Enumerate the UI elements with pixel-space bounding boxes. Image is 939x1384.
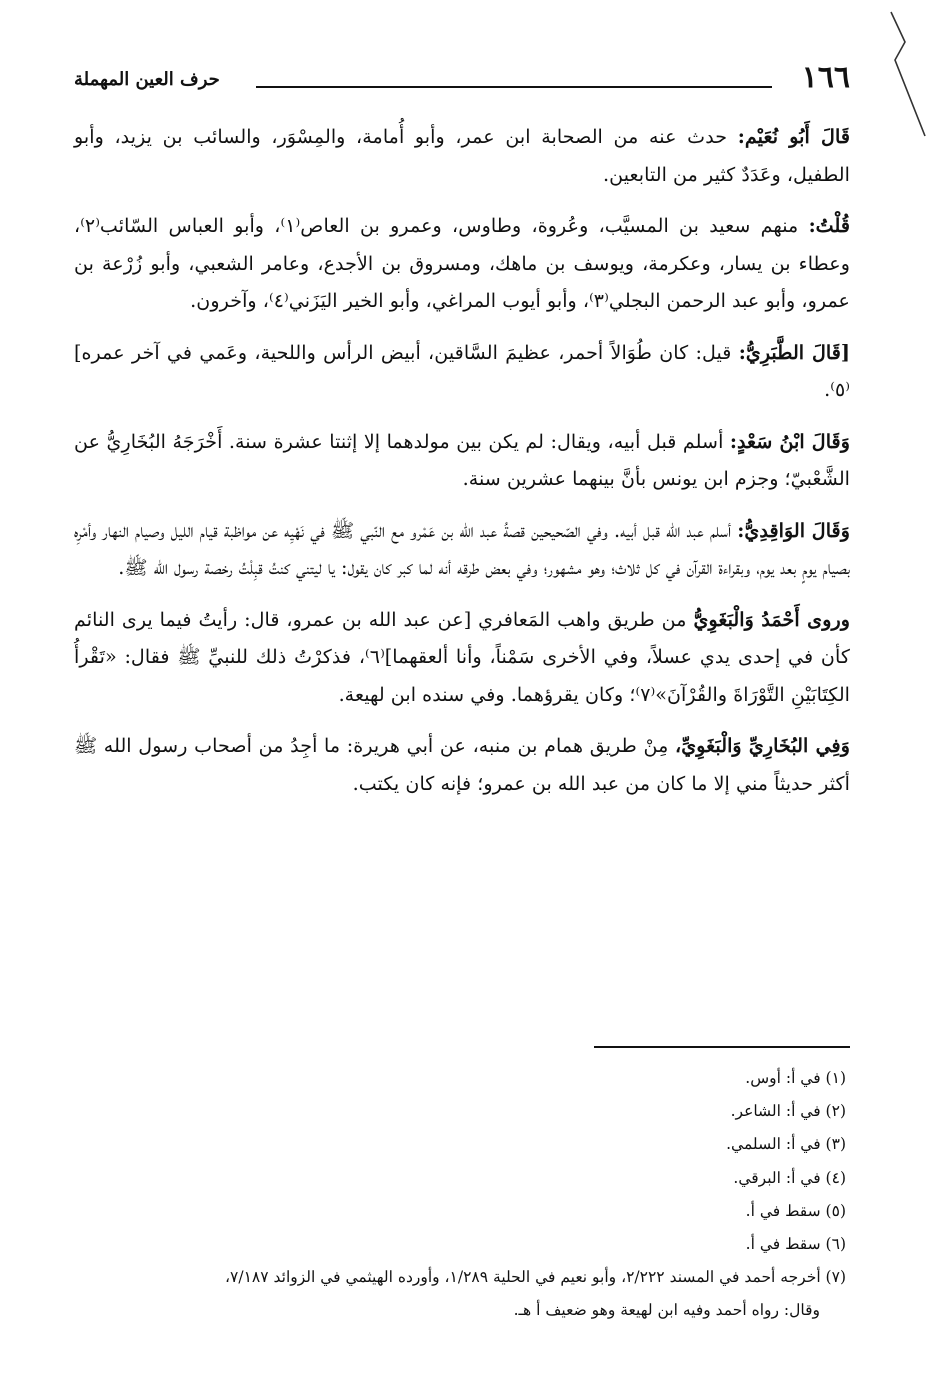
paragraph-text: أسلم قبل أبيه، ويقال: لم يكن بين مولدهما إلا إثنتا عشرة سنة. أَخْرَجَهُ البُخَارِيُّ عن الشَّعْبيّ؛ وجزم ابن يونس بأنَّ بينهما عشرين سنة. — [74, 429, 850, 490]
paragraph-lead: وَقَالَ الوَاقِدِيُّ: — [737, 518, 850, 542]
paragraph-bukhari-baghawi — [74, 727, 850, 802]
paragraph-lead: قَالَ أَبُو نُعَيْم: — [737, 125, 850, 148]
footnote: (٧) أخرجه أحمد في المسند ٢/٢٢٢، وأبو نعيم في الحلية ١/٢٨٩، وأورده الهيثمي في الزوائد ٧/١٨٧، — [225, 1268, 846, 1287]
footnote: (٢) في أ: الشاعر. — [730, 1102, 846, 1121]
footnotes — [74, 1062, 850, 1328]
paragraph-tabari — [74, 334, 850, 409]
paragraph-lead: وروى أَحْمَدُ وَالْبَغَوِيُّ — [693, 607, 850, 631]
paragraph-ahmad-baghawi — [74, 601, 850, 714]
paragraph-lead: وَفِي البُخَارِيِّ وَالْبَغَوِيِّ، — [675, 734, 850, 757]
paragraph-lead: قُلْتُ: — [808, 214, 851, 237]
paragraph-ibn-saad — [74, 423, 850, 498]
paragraph-qultu — [74, 207, 850, 320]
paragraph-lead: وَقَالَ ابْنُ سَعْدٍ: — [729, 429, 850, 453]
paragraph-abu-nuaym — [74, 118, 850, 193]
footnote: (٦) سقط في أ. — [745, 1235, 846, 1254]
chapter-title: حرف العين المهملة — [74, 69, 220, 90]
paragraph-lead: [قَالَ الطَّبَرِيُّ: — [738, 340, 850, 364]
running-header — [74, 62, 850, 96]
footnote: (٣) في أ: السلمي. — [726, 1135, 846, 1154]
page-corner-mark — [887, 8, 927, 138]
main-text — [74, 118, 850, 816]
footnote: (٤) في أ: البرقي. — [733, 1168, 846, 1187]
paragraph-text: أسلم عبد الله قبل أبيه. وفي الصّحيحين قصةُ عبد الله بن عَمْرو مع النّبي ﷺ في نَهْيِه عن مواظبة قيام الليل وصيام النهار وأمْرِه بصيام يومٍ بعد يوم، وبقراءة القرآن في كل ثلاث؛ وهو مشهور؛ وفي بعض طرقه أنه لما كبر كان يقول: يا ليتني كنتُ قبِلْتُ رخصة رسول الله ﷺ. — [74, 518, 850, 579]
paragraph-text: منهم سعيد بن المسيَّب، وعُروة، وطاوس، وعمرو بن العاص⁽١⁾، وأبو العباس السّائب⁽٢⁾، وعطاء بن يسار، وعكرمة، ويوسف بن ماهك، ومسروق بن الأجدع، وعامر الشعبي، وأبو زُرْعة بن عمرو، وأبو عبد الرحمن البجلي⁽٣⁾، وأبو أيوب المراغي، وأبو الخير اليَزَني⁽٤⁾، وآخرون. — [74, 214, 850, 312]
footnote-continuation: وقال: رواه أحمد وفيه ابن لهيعة وهو ضعيف أ هـ. — [513, 1301, 820, 1320]
paragraph-waqidi — [74, 512, 850, 587]
paragraph-text: من طريق واهب المَعافري [عن عبد الله بن عمرو، قال: رأيتُ فيما يرى النائم كأن في إحدى يدي عسلاً، وفي الأخرى سَمْناً، وأنا ألعقهما]⁽٦⁾، فذكرْتُ ذلك للنبيِّ ﷺ فقال: «تَقْرأُ الكِتَابَيْنِ التَّوْرَاةَ والقُرْآنَ»⁽٧⁾؛ وكان يقرؤهما. وفي سنده ابن لهيعة. — [74, 607, 850, 706]
footnote-rule — [594, 1046, 850, 1048]
paragraph-text: قيل: كان طُوَالاً أحمر، عظيمَ السَّاقين، أبيض الرأس واللحية، وعَمي في آخر عمره]⁽٥⁾. — [74, 340, 850, 401]
page-number: ١٦٦ — [801, 60, 850, 95]
footnote: (١) في أ: أوس. — [745, 1069, 846, 1087]
paragraph-text: حدث عنه من الصحابة ابن عمر، وأبو أُمامة، والمِسْوَر، والسائب بن يزيد، وأبو الطفيل، وعَدَدٌ كثير من التابعين. — [74, 125, 850, 186]
footnote: (٥) سقط في أ. — [745, 1201, 846, 1220]
paragraph-text: مِنْ طريق همام بن منبه، عن أبي هريرة: ما أجِدُ من أصحاب رسول الله ﷺ أكثر حديثاً مني إلا ما كان من عبد الله بن عمرو؛ فإنه كان يكتب. — [74, 734, 850, 795]
header-rule — [256, 86, 772, 88]
